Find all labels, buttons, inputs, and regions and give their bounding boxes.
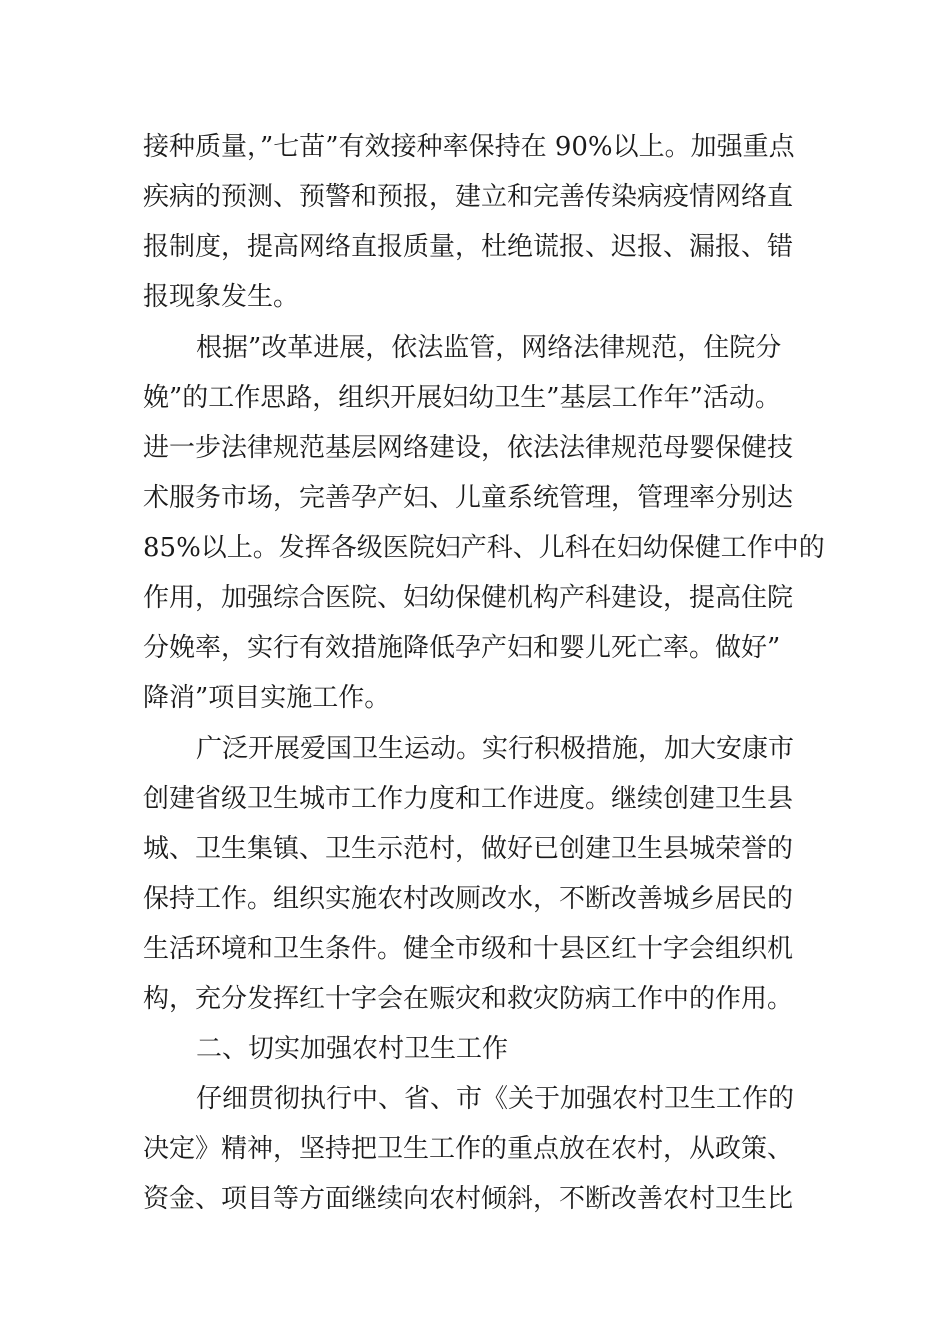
text-line: 术服务市场，完善孕产妇、儿童系统管理，管理率分别达	[143, 483, 794, 513]
text-line: 娩”的工作思路，组织开展妇幼卫生”基层工作年”活动。	[143, 383, 781, 413]
paragraph-start-line: 广泛开展爱国卫生运动。实行积极措施，加大安康市	[196, 734, 795, 764]
text-line: 作用，加强综合医院、妇幼保健机构产科建设，提高住院	[143, 583, 794, 613]
text-line: 降消”项目实施工作。	[143, 683, 391, 713]
text-line: 疾病的预测、预警和预报，建立和完善传染病疫情网络直	[143, 182, 794, 212]
text-line: 接种质量，”七苗”有效接种率保持在 90%以上。加强重点	[143, 132, 795, 162]
text-line: 保持工作。组织实施农村改厕改水，不断改善城乡居民的	[143, 884, 794, 914]
section-heading: 二、切实加强农村卫生工作	[196, 1034, 509, 1064]
paragraph-start-line: 根据”改革进展，依法监管，网络法律规范，住院分	[196, 333, 782, 363]
text-line: 创建省级卫生城市工作力度和工作进度。继续创建卫生县	[143, 784, 794, 814]
text-line: 构，充分发挥红十字会在赈灾和救灾防病工作中的作用。	[143, 984, 794, 1014]
text-line: 进一步法律规范基层网络建设，依法法律规范母婴保健技	[143, 433, 794, 463]
paragraph-start-line: 仔细贯彻执行中、省、市《关于加强农村卫生工作的	[196, 1084, 795, 1114]
text-line: 报现象发生。	[143, 282, 300, 312]
text-line: 生活环境和卫生条件。健全市级和十县区红十字会组织机	[143, 934, 794, 964]
text-line: 分娩率，实行有效措施降低孕产妇和婴儿死亡率。做好”	[143, 633, 781, 663]
text-line: 资金、项目等方面继续向农村倾斜，不断改善农村卫生比	[143, 1184, 794, 1214]
text-line: 报制度，提高网络直报质量，杜绝谎报、迟报、漏报、错	[143, 232, 794, 262]
text-line: 城、卫生集镇、卫生示范村，做好已创建卫生县城荣誉的	[143, 834, 794, 864]
text-line: 决定》精神，坚持把卫生工作的重点放在农村，从政策、	[143, 1134, 794, 1164]
text-line: 85%以上。发挥各级医院妇产科、儿科在妇幼保健工作中的	[143, 533, 825, 563]
